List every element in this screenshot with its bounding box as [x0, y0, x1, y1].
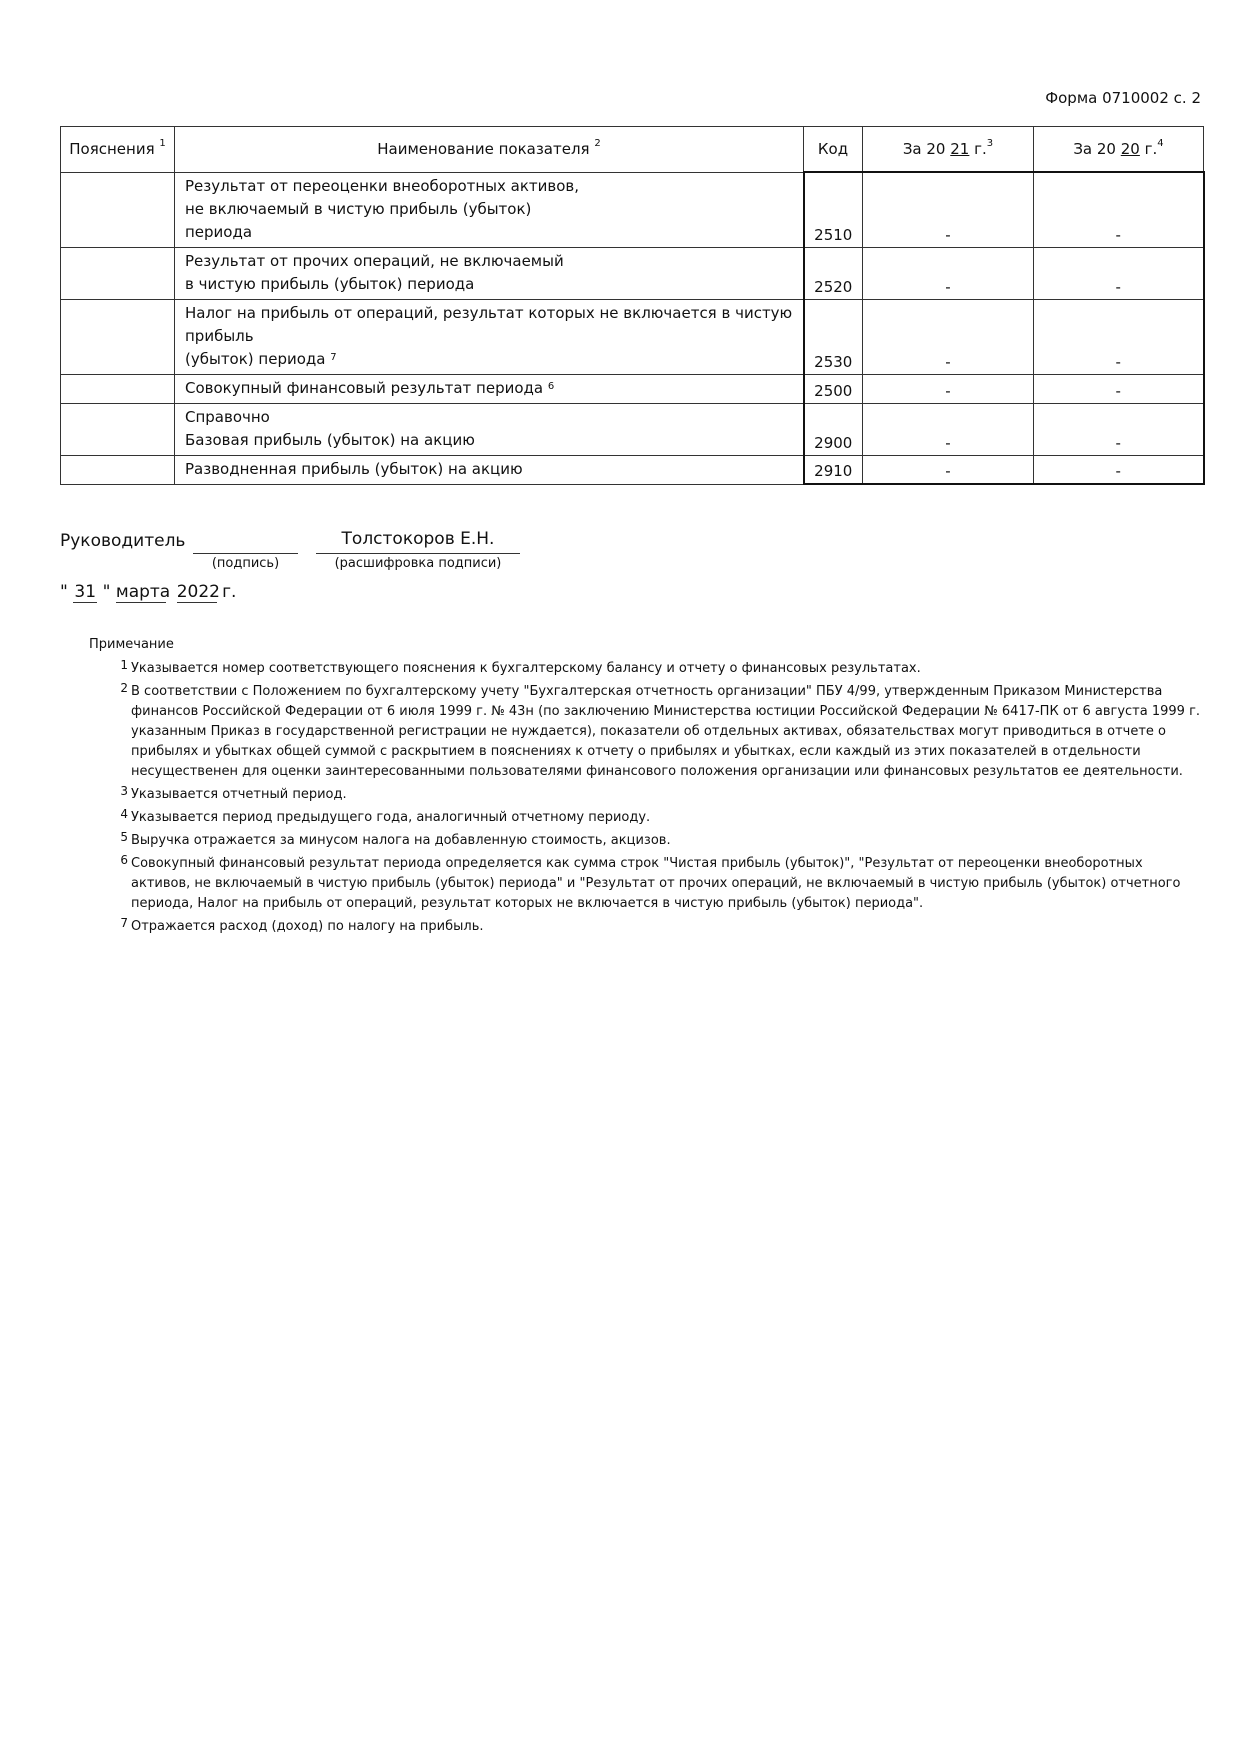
date-month: марта [115, 582, 171, 602]
table-row [61, 455, 1204, 484]
row-notes-cell [61, 299, 175, 374]
row-previous-value: - [1034, 455, 1204, 484]
list-item: 4 Указывается период предыдущего года, аналогичный отчетному периоду. [120, 807, 651, 825]
row-notes-cell [61, 403, 175, 455]
signature-role: Руководитель [60, 531, 186, 551]
row-code: 2900 [804, 403, 863, 455]
row-code: 2530 [804, 299, 863, 374]
row-notes-cell [61, 247, 175, 299]
signature-decode-caption: (расшифровка подписи) [334, 556, 502, 571]
row-indicator-name: Справочно Базовая прибыль (убыток) на акцию [175, 403, 804, 455]
row-notes-cell [61, 172, 175, 247]
header-current-year: За 20 21 г.$^3$ [863, 127, 1034, 173]
financial-results-table [60, 126, 1205, 485]
header-code: Код [804, 127, 863, 173]
row-current-value: - [863, 247, 1034, 299]
row-code: 2510 [804, 172, 863, 247]
list-item: 7 Отражается расход (доход) по налогу на прибыль. [120, 916, 484, 934]
list-item: 3 Указывается отчетный период. [120, 784, 347, 802]
row-previous-value: - [1034, 172, 1204, 247]
row-previous-value: - [1034, 403, 1204, 455]
row-indicator-name: Разводненная прибыль (убыток) на акцию [175, 455, 804, 484]
header-previous-year: За 20 20 г.$^4$ [1034, 127, 1204, 173]
signature-caption: (подпись) [211, 556, 280, 571]
date-year: 2022 [176, 582, 220, 602]
row-code: 2910 [804, 455, 863, 484]
header-indicator-name: Наименование показателя $^2$ [175, 127, 804, 173]
row-previous-value: - [1034, 374, 1204, 403]
row-current-value: - [863, 299, 1034, 374]
row-notes-cell [61, 374, 175, 403]
table-row [61, 247, 1204, 299]
table-row [61, 299, 1204, 374]
table-row [61, 403, 1204, 455]
row-indicator-name: Результат от переоценки внеоборотных активов, не включаемый в чистую прибыль (убыток) периода [175, 172, 804, 247]
signature-date: " 31 " марта 2022 г. [60, 582, 237, 602]
header-notes: Пояснения $^1$ [61, 127, 175, 173]
row-indicator-name: Результат от прочих операций, не включаемый в чистую прибыль (убыток) периода [175, 247, 804, 299]
row-code: 2520 [804, 247, 863, 299]
signature-line [193, 533, 298, 554]
list-item: 6 Совокупный финансовый результат периода определяется как сумма строк "Чистая прибыль (убыток)", "Результат от переоценки внеоборотных активов, не включаемый в чистую прибыль (убыток) периода" и "Результат от прочих операций, не включаемый в чистую прибыль (убыток) отчетного периода, Налог на прибыль от операций, результат которых не включается в чистую прибыль (убыток) периода". [120, 853, 1181, 911]
row-indicator-name: Совокупный финансовый результат периода $^6$ [175, 374, 804, 403]
row-current-value: - [863, 403, 1034, 455]
table-header-row [61, 127, 1204, 173]
list-item: 2 В соответствии с Положением по бухгалтерскому учету "Бухгалтерская отчетность организации" ПБУ 4/99, утвержденным Приказом Министерства финансов Российской Федерации от 6 июля 1999 г. № 43н (по заключению Министерства юстиции Российской Федерации № 6417-ПК от 6 августа 1999 г. указанным Приказ в государственной регистрации не нуждается), показатели об отдельных активах, обязательствах могут приводиться в отчете о прибылях и убытках общей суммой с раскрытием в пояснениях к отчету о прибылях и убытках, если каждый из этих показателей в отдельности несущественен для оценки заинтересованными пользователями финансового положения организации или финансовых результатов ее деятельности. [120, 681, 1201, 779]
list-item: 5 Выручка отражается за минусом налога на добавленную стоимость, акцизов. [120, 830, 671, 848]
row-current-value: - [863, 374, 1034, 403]
signer-name: Толстокоров Е.Н. [341, 529, 495, 549]
table-row [61, 172, 1204, 247]
row-previous-value: - [1034, 299, 1204, 374]
table-row [61, 374, 1204, 403]
row-current-value: - [863, 172, 1034, 247]
notes-list [110, 659, 1205, 940]
date-day: 31 [74, 582, 97, 602]
list-item: 1 Указывается номер соответствующего пояснения к бухгалтерскому балансу и отчету о финансовых результатах. [120, 658, 921, 676]
form-reference: Форма 0710002 с. 2 [1045, 89, 1201, 107]
row-code: 2500 [804, 374, 863, 403]
row-current-value: - [863, 455, 1034, 484]
row-notes-cell [61, 455, 175, 484]
row-indicator-name: Налог на прибыль от операций, результат которых не включается в чистую прибыль (убыток) периода $^7$ [175, 299, 804, 374]
row-previous-value: - [1034, 247, 1204, 299]
notes-title: Примечание [89, 637, 174, 652]
